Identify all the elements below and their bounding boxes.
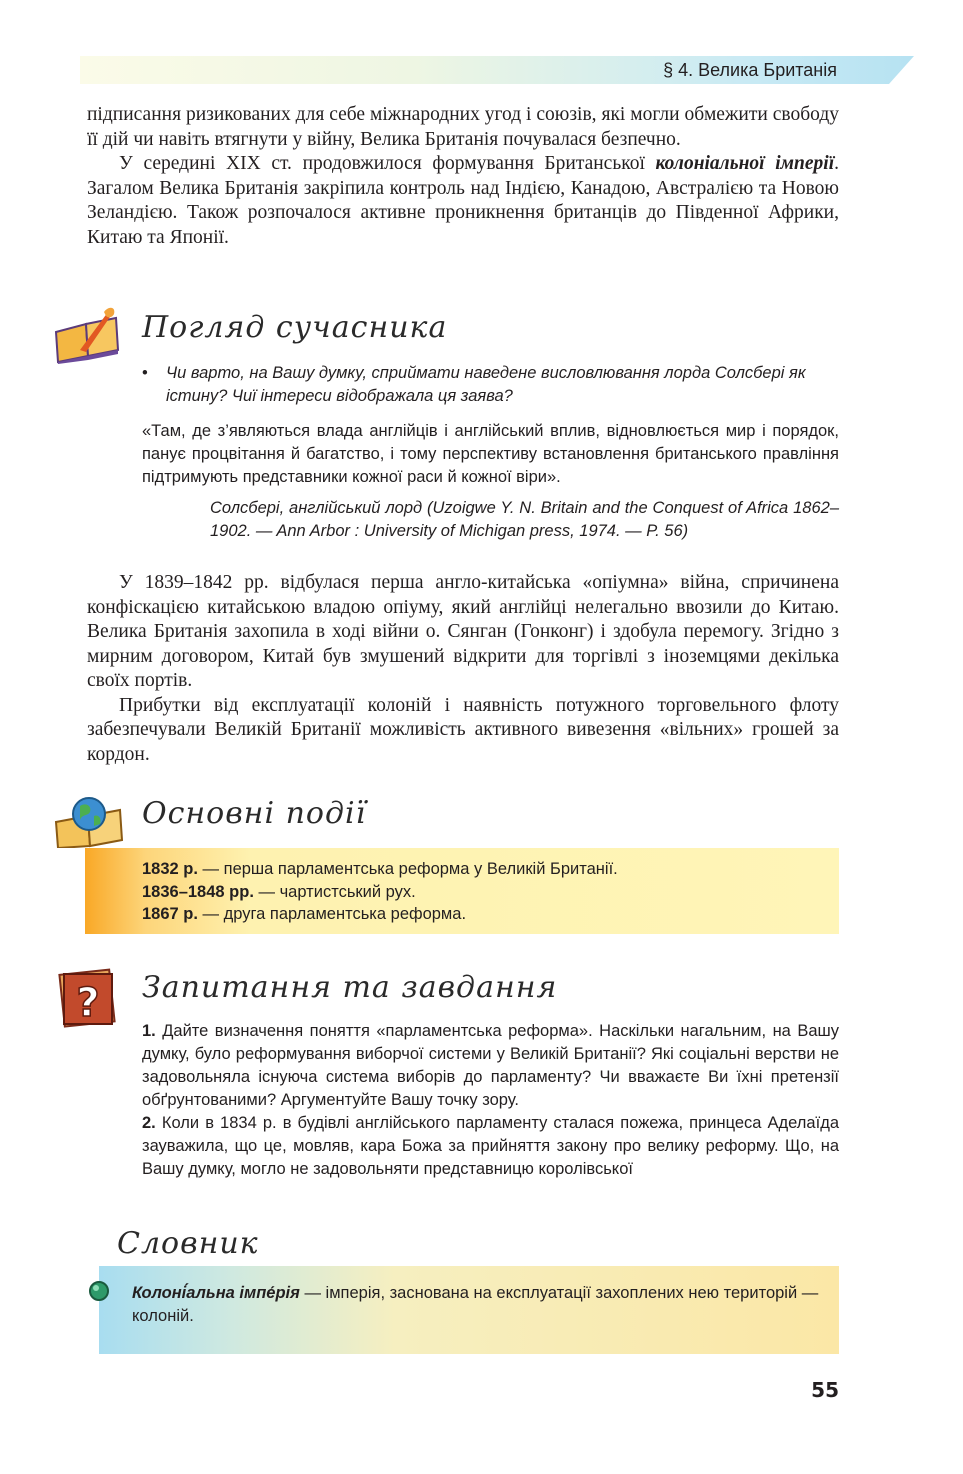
glossary-title: Словник [117, 1226, 259, 1261]
bullet-icon: • [142, 364, 148, 382]
contemporary-block [142, 362, 839, 543]
svg-text:?: ? [76, 980, 100, 1026]
event-item: 1836–1848 рр. — чартистський рух. [142, 882, 416, 901]
green-dot-icon [88, 1280, 110, 1307]
body-text-2 [87, 571, 839, 767]
contemporary-title: Погляд сучасника [142, 310, 448, 345]
opium-war-paragraph: У 1839–1842 рр. відбулася перша англо-китайська «опіумна» війна, спричинена конфіскацією китайською владою опіуму, який англійці нелегально ввозили до Китаю. Велика Британія захопила в ході війни о. Сянган (Гонконг) і здобула перемогу. Згідно з мирним договором, Китай був змушений відкрити для торгівлі з іноземцями декілька своїх портів. [87, 572, 839, 691]
task-item: 1. Дайте визначення поняття «парламентська реформа». Наскільки нагальним, на Вашу думку, було реформування виборчої системи у Великій Британії? Які соціальні верстви не задовольняла існуюча система виборів до парламенту? Чи вважаєте Ви їхні претензії обґрунтованими? Аргументуйте Вашу точку зору. [142, 1022, 839, 1109]
globe-book-icon [52, 792, 124, 853]
running-header: § 4. Велика Британія [663, 60, 837, 80]
glossary-definition: — імперія, заснована на експлуатації захоплених нею територій — колоній. [132, 1284, 819, 1325]
task-item: 2. Коли в 1834 р. в будівлі англійського парламенту сталася пожежа, принцеса Аделаїда зауважила, що це, мовляв, кара Божа за прийняття закону про велику реформу. Що, на Вашу думку, могло не задовольняти представницю королівської [142, 1114, 839, 1178]
page-number: 55 [811, 1378, 839, 1402]
glossary-entry [132, 1282, 822, 1328]
term-colonial-empire: колоніальної імперії [655, 153, 835, 174]
intro-paragraph-2: У середині XIX ст. продовжилося формування Британської колоніальної імперії. Загалом Велика Британія закріпила контроль над Індією, Канадою, Австралією та Новою Зеландією. Також розпочалося активне проникнення британців до Південної Африки, Китаю та Японії. [87, 153, 839, 248]
tasks-list [142, 1020, 839, 1181]
question-text: Чи варто, на Вашу думку, сприймати наведене висловлювання лорда Солсбері як істину? Чиї інтереси відображала ця заява? [166, 364, 806, 405]
events-list [142, 858, 618, 926]
event-item: 1832 р. — перша парламентська реформа у Великій Британії. [142, 860, 618, 878]
event-item: 1867 р. — друга парламентська реформа. [142, 905, 467, 923]
tasks-title: Запитання та завдання [142, 970, 558, 1005]
question-mark-icon [58, 966, 118, 1035]
events-title: Основні події [142, 796, 367, 831]
quote-source: Солсбері, англійський лорд (Uzoigwe Y. N. Britain and the Conquest of Africa 1862–1902. — Ann Arbor : University of Michigan press, 1974. — P. 56) [210, 499, 839, 540]
book-quill-icon [50, 306, 122, 369]
question-item [142, 362, 839, 408]
quote-text: «Там, де з’являються влада англійців і англійський вплив, відновлюється мир і порядок, панує процвітання й багатство, і тому перспективу встановлення британського правління підтримують представники кожної раси й кожної віри». [142, 422, 839, 486]
profits-paragraph: Прибутки від експлуатації колоній і наявність потужного торговельного флоту забезпечували Великій Британії можливість активного вивезення «вільних» грошей за кордон. [87, 694, 839, 765]
intro-paragraph-1: підписання ризикованих для себе міжнародних угод і союзів, які могли обмежити свободу її дій чи навіть втягнути у війну, Велика Британія почувалася безпечно. [87, 104, 839, 150]
intro-text [87, 103, 839, 250]
glossary-term: Колоні́альна імпе́рія [132, 1284, 300, 1302]
